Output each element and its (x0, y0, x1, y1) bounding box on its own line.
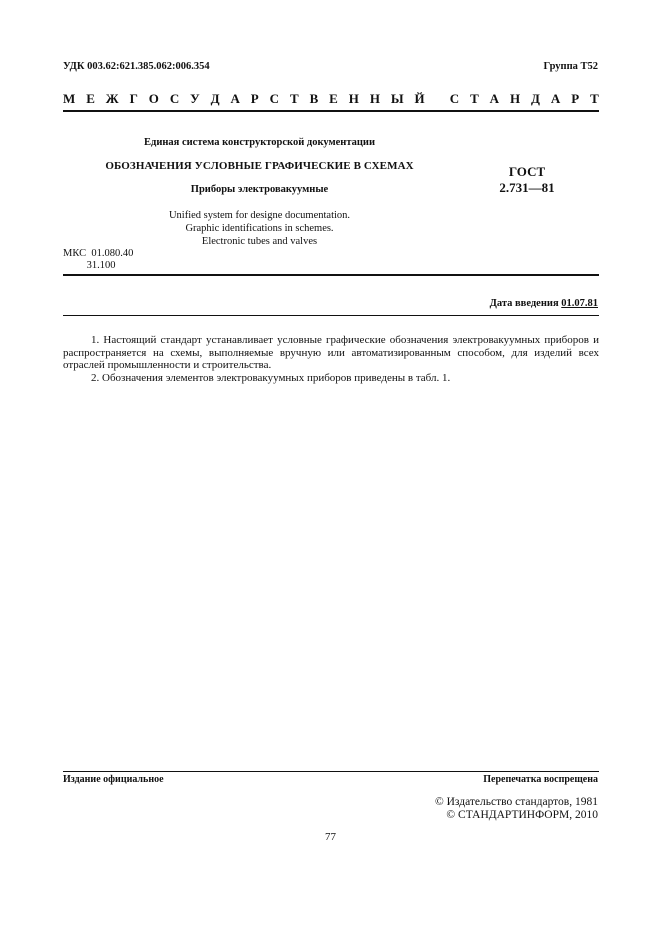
udk-code: УДК 003.62:621.385.062:006.354 (63, 61, 210, 72)
standard-heading-letter: Р (250, 91, 259, 106)
english-title-line-1: Unified system for designe documentation. (168, 210, 351, 221)
document-title: ОБОЗНАЧЕНИЯ УСЛОВНЫЕ ГРАФИЧЕСКИЕ В СХЕМАХ (105, 160, 414, 172)
group-code: Группа Т52 (543, 61, 598, 72)
gost-number: 2.731—81 (499, 180, 555, 195)
effective-date-value: 01.07.81 (561, 298, 598, 309)
standard-heading-letter: С (449, 91, 460, 106)
standard-heading-letter: А (230, 91, 240, 106)
standard-heading-letter: А (489, 91, 500, 106)
standard-heading-letter: Т (470, 91, 479, 106)
standard-heading-letter: А (550, 91, 561, 106)
standard-heading-letter: Ы (390, 91, 404, 106)
gost-label: ГОСТ (508, 164, 546, 179)
standard-heading-letter: Г (129, 91, 138, 106)
paragraph-2: 2. Обозначения элементов электровакуумных приборов приведены в табл. 1. (91, 372, 451, 384)
standard-heading-letter: Ж (105, 91, 119, 106)
mks-codes: МКС 01.080.40 31.100 (63, 248, 134, 271)
standard-heading-letter: Р (571, 91, 580, 106)
date-rule (63, 315, 599, 316)
standard-heading-letter: Д (531, 91, 540, 106)
standard-heading-letter: Т (289, 91, 299, 106)
standard-heading-letter: У (190, 91, 200, 106)
footer-rule (63, 771, 599, 772)
copyright-2010: © СТАНДАРТИНФОРМ, 2010 (446, 809, 598, 821)
official-edition-note: Издание официальное (63, 774, 164, 785)
standard-heading-letter: Н (369, 91, 380, 106)
english-title-line-2: Graphic identifications in schemes. (185, 223, 334, 234)
english-title-line-3: Electronic tubes and valves (201, 236, 318, 247)
header-rule (63, 110, 599, 112)
standard-heading-letter: В (309, 91, 319, 106)
effective-date (490, 298, 598, 309)
title-block-rule (63, 274, 599, 276)
standard-heading-letter: Е (86, 91, 95, 106)
standard-heading-letter: С (269, 91, 280, 106)
effective-date-label: Дата введения (489, 298, 559, 309)
standard-heading-letter: Н (348, 91, 359, 106)
standard-heading-letter: Н (509, 91, 521, 106)
standard-heading-letter (436, 91, 439, 107)
standard-heading-letter: Т (590, 91, 599, 106)
standard-heading-letter: Й (414, 91, 425, 106)
standard-heading-letter: С (169, 91, 180, 106)
page-number: 77 (325, 831, 336, 843)
standard-heading-letter: Е (329, 91, 338, 106)
system-name: Единая система конструкторской документации (144, 137, 375, 148)
standard-heading (63, 91, 599, 107)
copyright-1981: © Издательство стандартов, 1981 (434, 796, 598, 808)
standard-heading-letter: О (148, 91, 159, 106)
document-subtitle: Приборы электровакуумные (190, 184, 329, 195)
standard-heading-letter: М (63, 91, 76, 106)
standard-heading-letter: Д (210, 91, 220, 106)
paragraph-1: 1. Настоящий стандарт устанавливает условные графические обозначения электровакуумных приборов и распространяется на схемы, выполняемые вручную или автоматизированным способом, для изделий всех отраслей промышленности и строительства. (63, 334, 599, 371)
reprint-prohibited-note: Перепечатка воспрещена (483, 774, 598, 785)
